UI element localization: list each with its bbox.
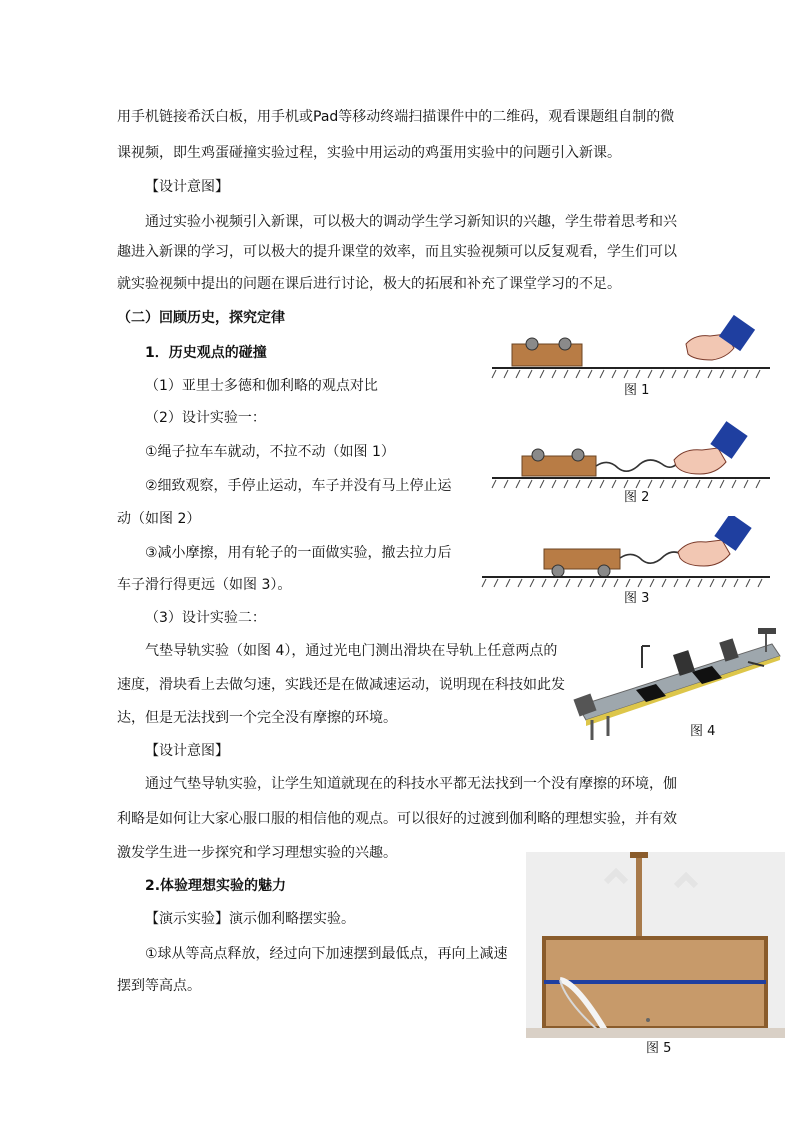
circle-item-1: ①绳子拉车车就动，不拉不动（如图 1） <box>145 444 395 460</box>
intent-paragraph-2-line-3: 激发学生进一步探究和学习理想实验的兴趣。 <box>117 845 397 861</box>
figure-1-block-push <box>490 312 775 384</box>
figure-4-air-track <box>572 622 787 746</box>
air-track-line-2: 速度，滑块看上去做匀速，实践还是在做减速运动，说明现在科技如此发 <box>117 677 565 693</box>
item-2: （2）设计实验一： <box>145 410 266 426</box>
figure-2-caption: 图 2 <box>624 490 650 505</box>
demo-item-1-line-2: 摆到等高点。 <box>117 978 201 994</box>
circle-item-3-line-1: ③减小摩擦，用有轮子的一面做实验，撤去拉力后 <box>145 545 452 561</box>
intro-line-1: 用手机链接希沃白板，用手机或Pad等移动终端扫描课件中的二维码，观看课题组自制的微 <box>117 109 675 125</box>
intent-paragraph-2-line-2: 利略是如何让大家心服口服的相信他的观点。可以很好的过渡到伽利略的理想实验，并有效 <box>117 811 677 827</box>
item-3: （3）设计实验二： <box>145 610 266 626</box>
intent-paragraph-2-line-1: 通过气垫导轨实验，让学生知道就现在的科技水平都无法找到一个没有摩擦的环境，伽 <box>145 776 677 792</box>
figure-4-caption: 图 4 <box>690 724 716 739</box>
circle-item-3-line-2: 车子滑行得更远（如图 3）。 <box>117 577 292 593</box>
intent-paragraph-1-line-3: 就实验视频中提出的问题在课后进行讨论，极大的拓展和补充了课堂学习的不足。 <box>117 276 621 292</box>
figure-5-pendulum-board <box>526 852 785 1038</box>
air-track-line-1: 气垫导轨实验（如图 4），通过光电门测出滑块在导轨上任意两点的 <box>145 643 558 659</box>
intent-paragraph-1-line-2: 趣进入新课的学习，可以极大的提升课堂的效率，而且实验视频可以反复观看，学生们可以 <box>117 244 677 260</box>
air-track-line-3: 达，但是无法找到一个完全没有摩擦的环境。 <box>117 710 397 726</box>
intro-line-2: 课视频，即生鸡蛋碰撞实验过程，实验中用运动的鸡蛋用实验中的问题引入新课。 <box>117 145 621 161</box>
demo-heading: 【演示实验】演示伽利略摆实验。 <box>145 911 355 927</box>
figure-1-caption: 图 1 <box>624 383 650 398</box>
demo-item-1-line-1: ①球从等高点释放，经过向下加速摆到最低点，再向上减速 <box>145 946 508 962</box>
figure-3-wheeled-cart <box>480 516 775 588</box>
circle-item-2-line-2: 动（如图 2） <box>117 511 201 527</box>
item-1: （1）亚里士多德和伽利略的观点对比 <box>145 378 378 394</box>
subsection-heading-2: 2.体验理想实验的魅力 <box>145 878 287 894</box>
section-heading-2: （二）回顾历史，探究定律 <box>117 310 285 326</box>
figure-5-caption: 图 5 <box>646 1041 672 1056</box>
figure-3-caption: 图 3 <box>624 591 650 606</box>
figure-2-rope-pull <box>490 420 775 492</box>
circle-item-2-line-1: ②细致观察，手停止运动，车子并没有马上停止运 <box>145 478 452 494</box>
design-intent-heading-1: 【设计意图】 <box>145 179 229 195</box>
design-intent-heading-2: 【设计意图】 <box>145 743 229 759</box>
intent-paragraph-1-line-1: 通过实验小视频引入新课，可以极大的调动学生学习新知识的兴趣，学生带着思考和兴 <box>145 214 677 230</box>
subsection-heading-1: 1．历史观点的碰撞 <box>145 345 267 361</box>
